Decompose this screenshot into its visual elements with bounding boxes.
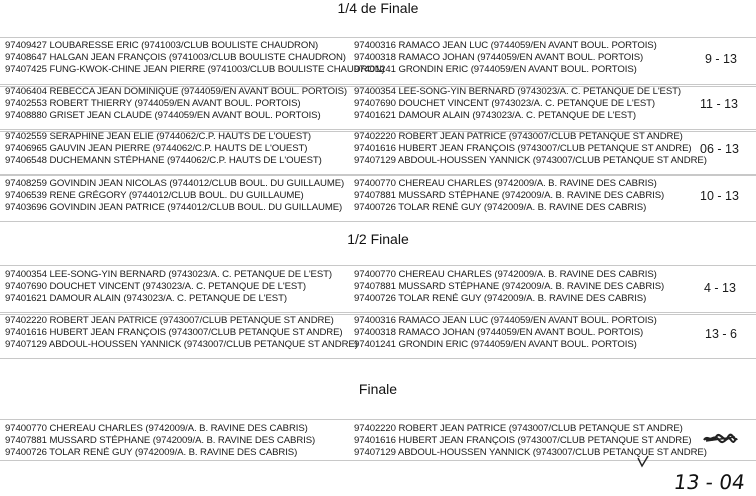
right-player: 97401241 GRONDIN ERIC (9744059/EN AVANT BOUL. PORTOIS) <box>354 339 637 350</box>
right-player: 97401621 DAMOUR ALAIN (9743023/A. C. PETANQUE DE L'EST) <box>354 110 636 121</box>
left-player: 97406965 GAUVIN JEAN PIERRE (9744062/C.P. HAUTS DE L'OUEST) <box>5 143 308 154</box>
right-player: 97401241 GRONDIN ERIC (9744059/EN AVANT BOUL. PORTOIS) <box>354 64 637 75</box>
left-player: 97408880 GRISET JEAN CLAUDE (9744059/EN AVANT BOUL. PORTOIS) <box>5 110 321 121</box>
left-player: 97400770 CHEREAU CHARLES (9742009/A. B. RAVINE DES CABRIS) <box>5 423 308 434</box>
left-player: 97401616 HUBERT JEAN FRANÇOIS (9743007/CLUB PETANQUE ST ANDRE) <box>5 327 343 338</box>
section-title-quarterfinal: 1/4 de Finale <box>337 0 419 16</box>
left-player: 97406539 RENE GRÉGORY (9744012/CLUB BOUL. DU GUILLAUME) <box>5 190 304 201</box>
right-player: 97407690 DOUCHET VINCENT (9743023/A. C. PETANQUE DE L'EST) <box>354 98 656 109</box>
right-player: 97407129 ABDOUL-HOUSSEN YANNICK (9743007/CLUB PETANQUE ST ANDRE) <box>354 155 707 166</box>
left-player: 97401621 DAMOUR ALAIN (9743023/A. C. PETANQUE DE L'EST) <box>5 293 287 304</box>
right-player: 97407129 ABDOUL-HOUSSEN YANNICK (9743007/CLUB PETANQUE ST ANDRE) <box>354 447 707 458</box>
match-score: 11 - 13 <box>700 97 738 111</box>
left-player: 97402220 ROBERT JEAN PATRICE (9743007/CLUB PETANQUE ST ANDRE) <box>5 315 334 326</box>
handwritten-score: 13 - 04 <box>672 470 747 494</box>
right-player: 97400726 TOLAR RENÉ GUY (9742009/A. B. RAVINE DES CABRIS) <box>354 293 647 304</box>
left-player: 97403696 GOVINDIN JEAN PATRICE (9744012/CLUB BOUL. DU GUILLAUME) <box>5 202 343 213</box>
right-player: 97400318 RAMACO JOHAN (9744059/EN AVANT BOUL. PORTOIS) <box>354 52 644 63</box>
match-score: 06 - 13 <box>700 142 739 156</box>
match-score: 9 - 13 <box>705 52 737 66</box>
match-block <box>0 37 756 87</box>
match-block <box>0 84 756 132</box>
right-player: 97401616 HUBERT JEAN FRANÇOIS (9743007/CLUB PETANQUE ST ANDRE) <box>354 143 692 154</box>
left-player: 97402553 ROBERT THIERRY (9744059/EN AVANT BOUL. PORTOIS) <box>5 98 301 109</box>
left-player: 97408647 HALGAN JEAN FRANÇOIS (9741003/CLUB BOULISTE CHAUDRON) <box>5 52 346 63</box>
match-block <box>0 265 756 315</box>
left-player: 97400354 LEE-SONG-YIN BERNARD (9743023/A. C. PETANQUE DE L'EST) <box>5 269 332 280</box>
right-player: 97400318 RAMACO JOHAN (9744059/EN AVANT BOUL. PORTOIS) <box>354 327 644 338</box>
right-player: 97400770 CHEREAU CHARLES (9742009/A. B. RAVINE DES CABRIS) <box>354 269 657 280</box>
left-player: 97406548 DUCHEMANN STÉPHANE (9744062/C.P. HAUTS DE L'OUEST) <box>5 155 322 166</box>
right-player: 97400316 RAMACO JEAN LUC (9744059/EN AVANT BOUL. PORTOIS) <box>354 315 657 326</box>
section-title-semifinal: 1/2 Finale <box>347 231 409 247</box>
right-player: 97401616 HUBERT JEAN FRANÇOIS (9743007/CLUB PETANQUE ST ANDRE) <box>354 435 692 446</box>
match-block <box>0 129 756 176</box>
left-player: 97407881 MUSSARD STÉPHANE (9742009/A. B. RAVINE DES CABRIS) <box>5 435 316 446</box>
match-score: 13 - 6 <box>705 327 737 341</box>
left-player: 97400726 TOLAR RENÉ GUY (9742009/A. B. RAVINE DES CABRIS) <box>5 447 298 458</box>
match-block <box>0 312 756 359</box>
left-player: 97407690 DOUCHET VINCENT (9743023/A. C. PETANQUE DE L'EST) <box>5 281 307 292</box>
scribble-mark <box>702 432 738 446</box>
match-score: 4 - 13 <box>704 281 736 295</box>
right-player: 97402220 ROBERT JEAN PATRICE (9743007/CLUB PETANQUE ST ANDRE) <box>354 131 683 142</box>
match-block <box>0 174 756 222</box>
right-player: 97407881 MUSSARD STÉPHANE (9742009/A. B. RAVINE DES CABRIS) <box>354 281 665 292</box>
right-player: 97402220 ROBERT JEAN PATRICE (9743007/CLUB PETANQUE ST ANDRE) <box>354 423 683 434</box>
left-player: 97407425 FUNG-KWOK-CHINE JEAN PIERRE (9741003/CLUB BOULISTE CHAUDRON) <box>5 64 385 75</box>
right-player: 97400316 RAMACO JEAN LUC (9744059/EN AVANT BOUL. PORTOIS) <box>354 40 657 51</box>
left-player: 97406404 REBECCA JEAN DOMINIQUE (9744059/EN AVANT BOUL. PORTOIS) <box>5 86 347 97</box>
check-mark-icon <box>636 454 650 468</box>
left-player: 97409427 LOUBARESSE ERIC (9741003/CLUB BOULISTE CHAUDRON) <box>5 40 319 51</box>
match-score: 10 - 13 <box>700 189 739 203</box>
left-player: 97408259 GOVINDIN JEAN NICOLAS (9744012/CLUB BOUL. DU GUILLAUME) <box>5 178 345 189</box>
right-player: 97407881 MUSSARD STÉPHANE (9742009/A. B. RAVINE DES CABRIS) <box>354 190 665 201</box>
right-player: 97400770 CHEREAU CHARLES (9742009/A. B. RAVINE DES CABRIS) <box>354 178 657 189</box>
right-player: 97400726 TOLAR RENÉ GUY (9742009/A. B. RAVINE DES CABRIS) <box>354 202 647 213</box>
left-player: 97402559 SERAPHINE JEAN ELIE (9744062/C.P. HAUTS DE L'OUEST) <box>5 131 311 142</box>
left-player: 97407129 ABDOUL-HOUSSEN YANNICK (9743007/CLUB PETANQUE ST ANDRE) <box>5 339 358 350</box>
right-player: 97400354 LEE-SONG-YIN BERNARD (9743023/A. C. PETANQUE DE L'EST) <box>354 86 681 97</box>
section-title-final: Finale <box>358 381 398 397</box>
